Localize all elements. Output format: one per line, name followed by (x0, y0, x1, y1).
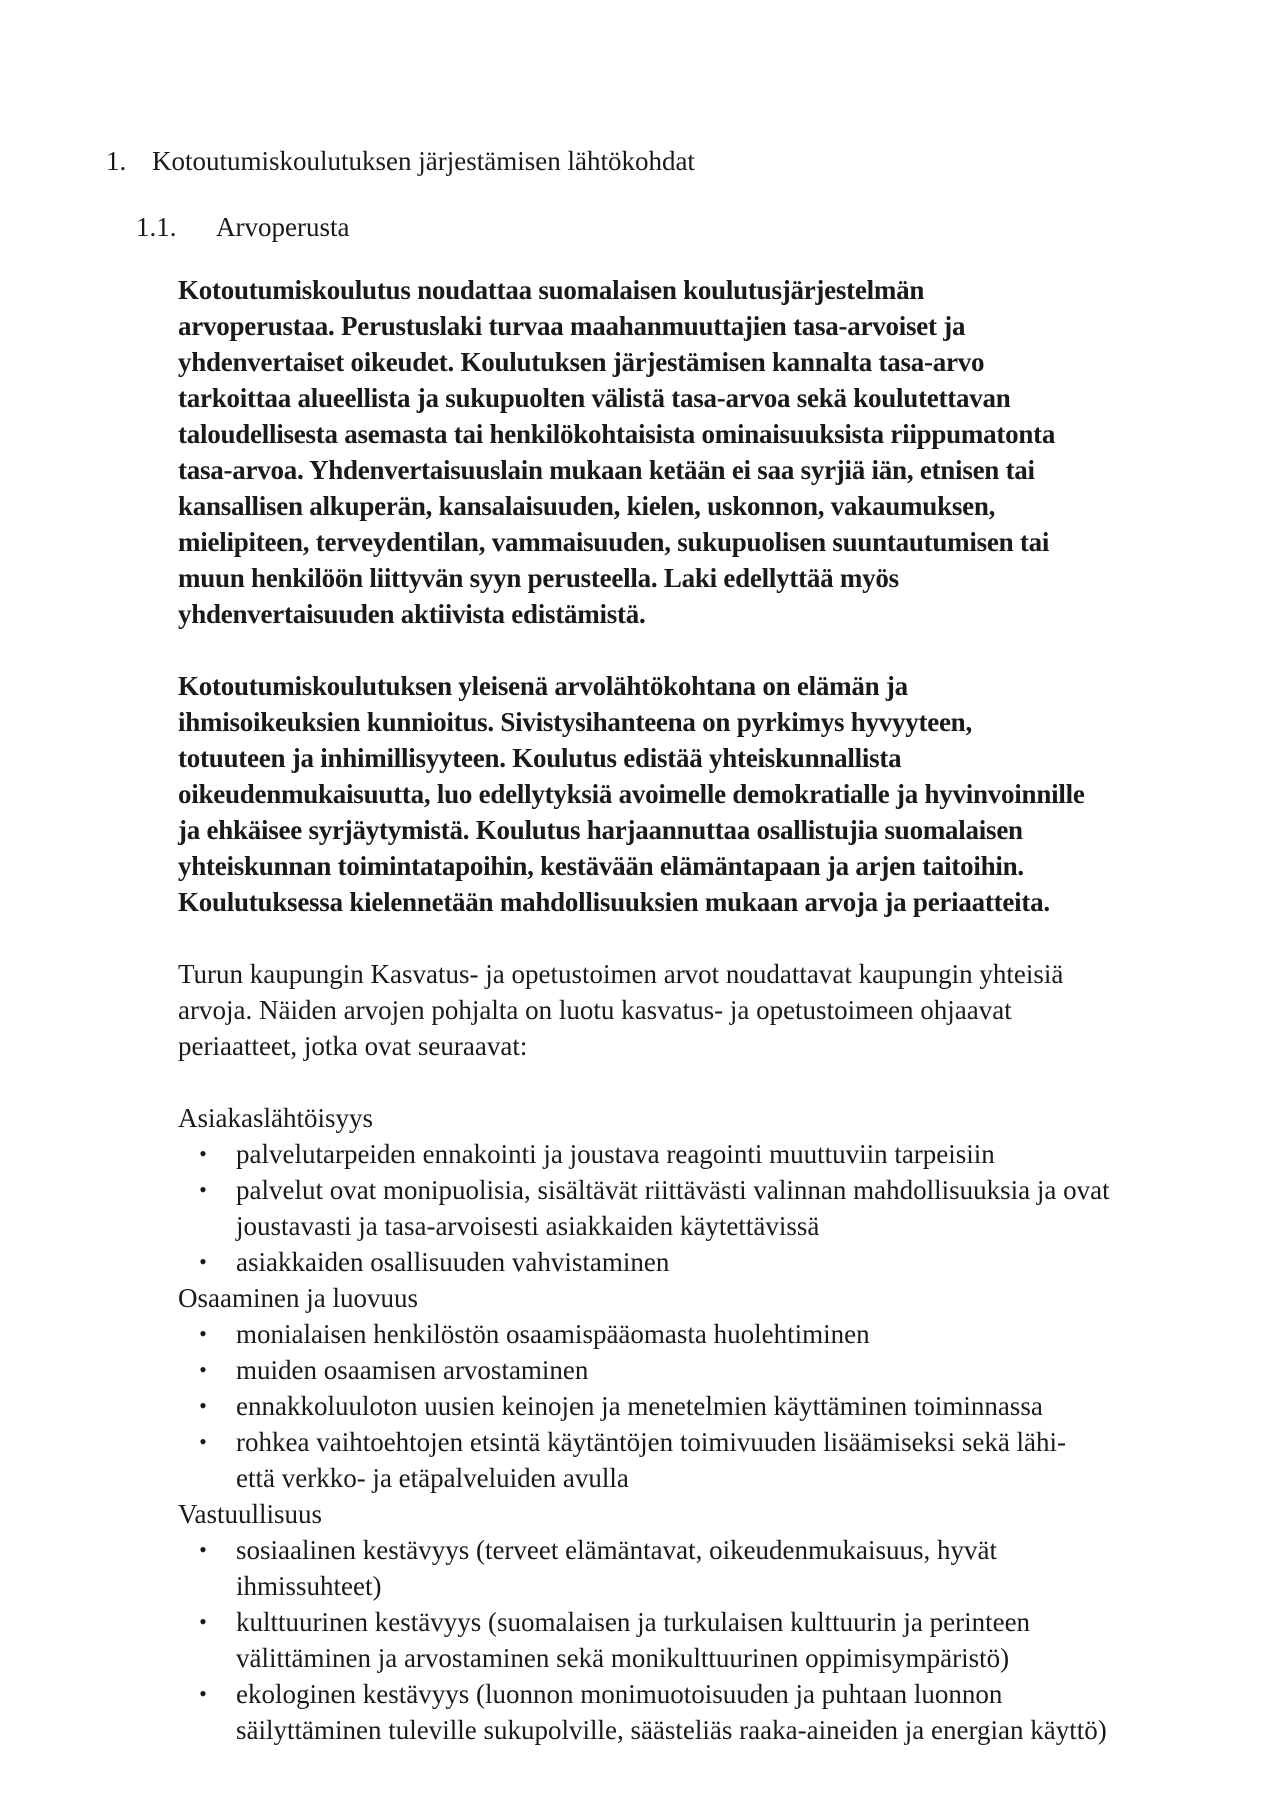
paragraph-line: taloudellisesta asemasta tai henkilökohtaisista ominaisuuksista riippumatonta (178, 419, 1056, 449)
paragraph-line: yhdenvertaiset oikeudet. Koulutuksen järjestämisen kannalta tasa-arvo (178, 347, 985, 377)
paragraph-line: Kotoutumiskoulutus noudattaa suomalaisen koulutusjärjestelmän (178, 275, 925, 305)
list-item-line: joustavasti ja tasa-arvoisesti asiakkaiden käytettävissä (236, 1211, 820, 1241)
list-item-line: että verkko- ja etäpalveluiden avulla (236, 1463, 629, 1493)
list-item-line: asiakkaiden osallisuuden vahvistaminen (236, 1247, 670, 1277)
document-body (178, 272, 1236, 1748)
list-item (178, 1604, 1236, 1676)
paragraph-line: Kotoutumiskoulutuksen yleisenä arvolähtökohtana on elämän ja (178, 671, 908, 701)
paragraph-line: muun henkilöön liittyvän syyn perusteella. Laki edellyttää myös (178, 563, 899, 593)
list-item-line: monialaisen henkilöstön osaamispääomasta huolehtiminen (236, 1319, 870, 1349)
heading-2-number: 1.1. (136, 212, 177, 242)
bullet-icon: • (199, 1429, 207, 1454)
heading-1-number: 1. (106, 146, 127, 176)
paragraph-1 (178, 272, 1236, 632)
paragraph-line: totuuteen ja inhimillisyyteen. Koulutus edistää yhteiskunnallista (178, 743, 902, 773)
heading-2 (136, 209, 349, 245)
list-item-line: ennakkoluuloton uusien keinojen ja menetelmien käyttäminen toiminnassa (236, 1391, 1043, 1421)
principle-group-title: Osaaminen ja luovuus (178, 1283, 418, 1313)
paragraph-2 (178, 668, 1236, 920)
list-item (178, 1352, 1236, 1388)
list-item (178, 1532, 1236, 1604)
paragraph-line: ja ehkäisee syrjäytymistä. Koulutus harjaannuttaa osallistujia suomalaisen (178, 815, 1023, 845)
list-item-line: palvelut ovat monipuolisia, sisältävät riittävästi valinnan mahdollisuuksia ja ovat (236, 1175, 1110, 1205)
paragraph-line: periaatteet, jotka ovat seuraavat: (178, 1031, 528, 1061)
paragraph-line: mielipiteen, terveydentilan, vammaisuuden, sukupuolisen suuntautumisen tai (178, 527, 1050, 557)
bullet-icon: • (199, 1609, 207, 1634)
paragraph-line: tarkoittaa alueellista ja sukupuolten välistä tasa-arvoa sekä koulutettavan (178, 383, 1011, 413)
principle-list (178, 1316, 1236, 1496)
list-item-line: kulttuurinen kestävyys (suomalaisen ja turkulaisen kulttuurin ja perinteen (236, 1607, 1031, 1637)
list-item-line: palvelutarpeiden ennakointi ja joustava reagointi muuttuviin tarpeisiin (236, 1139, 995, 1169)
bullet-icon: • (199, 1537, 207, 1562)
list-item (178, 1172, 1236, 1244)
heading-1 (106, 143, 695, 179)
list-item-line: rohkea vaihtoehtojen etsintä käytäntöjen toimivuuden lisäämiseksi sekä lähi- (236, 1427, 1067, 1457)
heading-2-text: Arvoperusta (216, 212, 350, 242)
paragraph-line: Turun kaupungin Kasvatus- ja opetustoimen arvot noudattavat kaupungin yhteisiä (178, 959, 1064, 989)
list-item-line: ekologinen kestävyys (luonnon monimuotoisuuden ja puhtaan luonnon (236, 1679, 1003, 1709)
paragraph-spacer (178, 1064, 1236, 1100)
list-item-line: sosiaalinen kestävyys (terveet elämäntavat, oikeudenmukaisuus, hyvät (236, 1535, 998, 1565)
bullet-icon: • (199, 1249, 207, 1274)
paragraph-3 (178, 956, 1236, 1064)
paragraph-spacer (178, 920, 1236, 956)
paragraph-line: yhteiskunnan toimintatapoihin, kestävään elämäntapaan ja arjen taitoihin. (178, 851, 1024, 881)
bullet-icon: • (199, 1141, 207, 1166)
list-item-line: säilyttäminen tuleville sukupolville, säästeliäs raaka-aineiden ja energian käyttö) (236, 1715, 1107, 1745)
paragraph-line: arvoperustaa. Perustuslaki turvaa maahanmuuttajien tasa-arvoiset ja (178, 311, 966, 341)
paragraph-spacer (178, 632, 1236, 668)
list-item-line: ihmissuhteet) (236, 1571, 382, 1601)
bullet-icon: • (199, 1321, 207, 1346)
list-item-line: muiden osaamisen arvostaminen (236, 1355, 589, 1385)
principle-list (178, 1136, 1236, 1280)
paragraph-line: oikeudenmukaisuutta, luo edellytyksiä avoimelle demokratialle ja hyvinvoinnille (178, 779, 1085, 809)
heading-1-text: Kotoutumiskoulutuksen järjestämisen lähtökohdat (152, 146, 695, 176)
list-item (178, 1424, 1236, 1496)
paragraph-line: kansallisen alkuperän, kansalaisuuden, kielen, uskonnon, vakaumuksen, (178, 491, 996, 521)
list-item (178, 1676, 1236, 1748)
bullet-icon: • (199, 1357, 207, 1382)
list-item (178, 1244, 1236, 1280)
principle-group-title: Vastuullisuus (178, 1499, 323, 1529)
bullet-icon: • (199, 1177, 207, 1202)
principle-group-title: Asiakaslähtöisyys (178, 1103, 373, 1133)
list-item (178, 1316, 1236, 1352)
list-item-line: välittäminen ja arvostaminen sekä monikulttuurinen oppimisympäristö) (236, 1643, 1010, 1673)
principle-list (178, 1532, 1236, 1748)
paragraph-line: ihmisoikeuksien kunnioitus. Sivistysihanteena on pyrkimys hyvyyteen, (178, 707, 972, 737)
paragraph-line: tasa-arvoa. Yhdenvertaisuuslain mukaan ketään ei saa syrjiä iän, etnisen tai (178, 455, 1035, 485)
paragraph-line: yhdenvertaisuuden aktiivista edistämistä. (178, 599, 646, 629)
paragraph-line: Koulutuksessa kielennetään mahdollisuuksien mukaan arvoja ja periaatteita. (178, 887, 1050, 917)
paragraph-line: arvoja. Näiden arvojen pohjalta on luotu kasvatus- ja opetustoimeen ohjaavat (178, 995, 1012, 1025)
bullet-icon: • (199, 1681, 207, 1706)
list-item (178, 1388, 1236, 1424)
list-item (178, 1136, 1236, 1172)
bullet-icon: • (199, 1393, 207, 1418)
